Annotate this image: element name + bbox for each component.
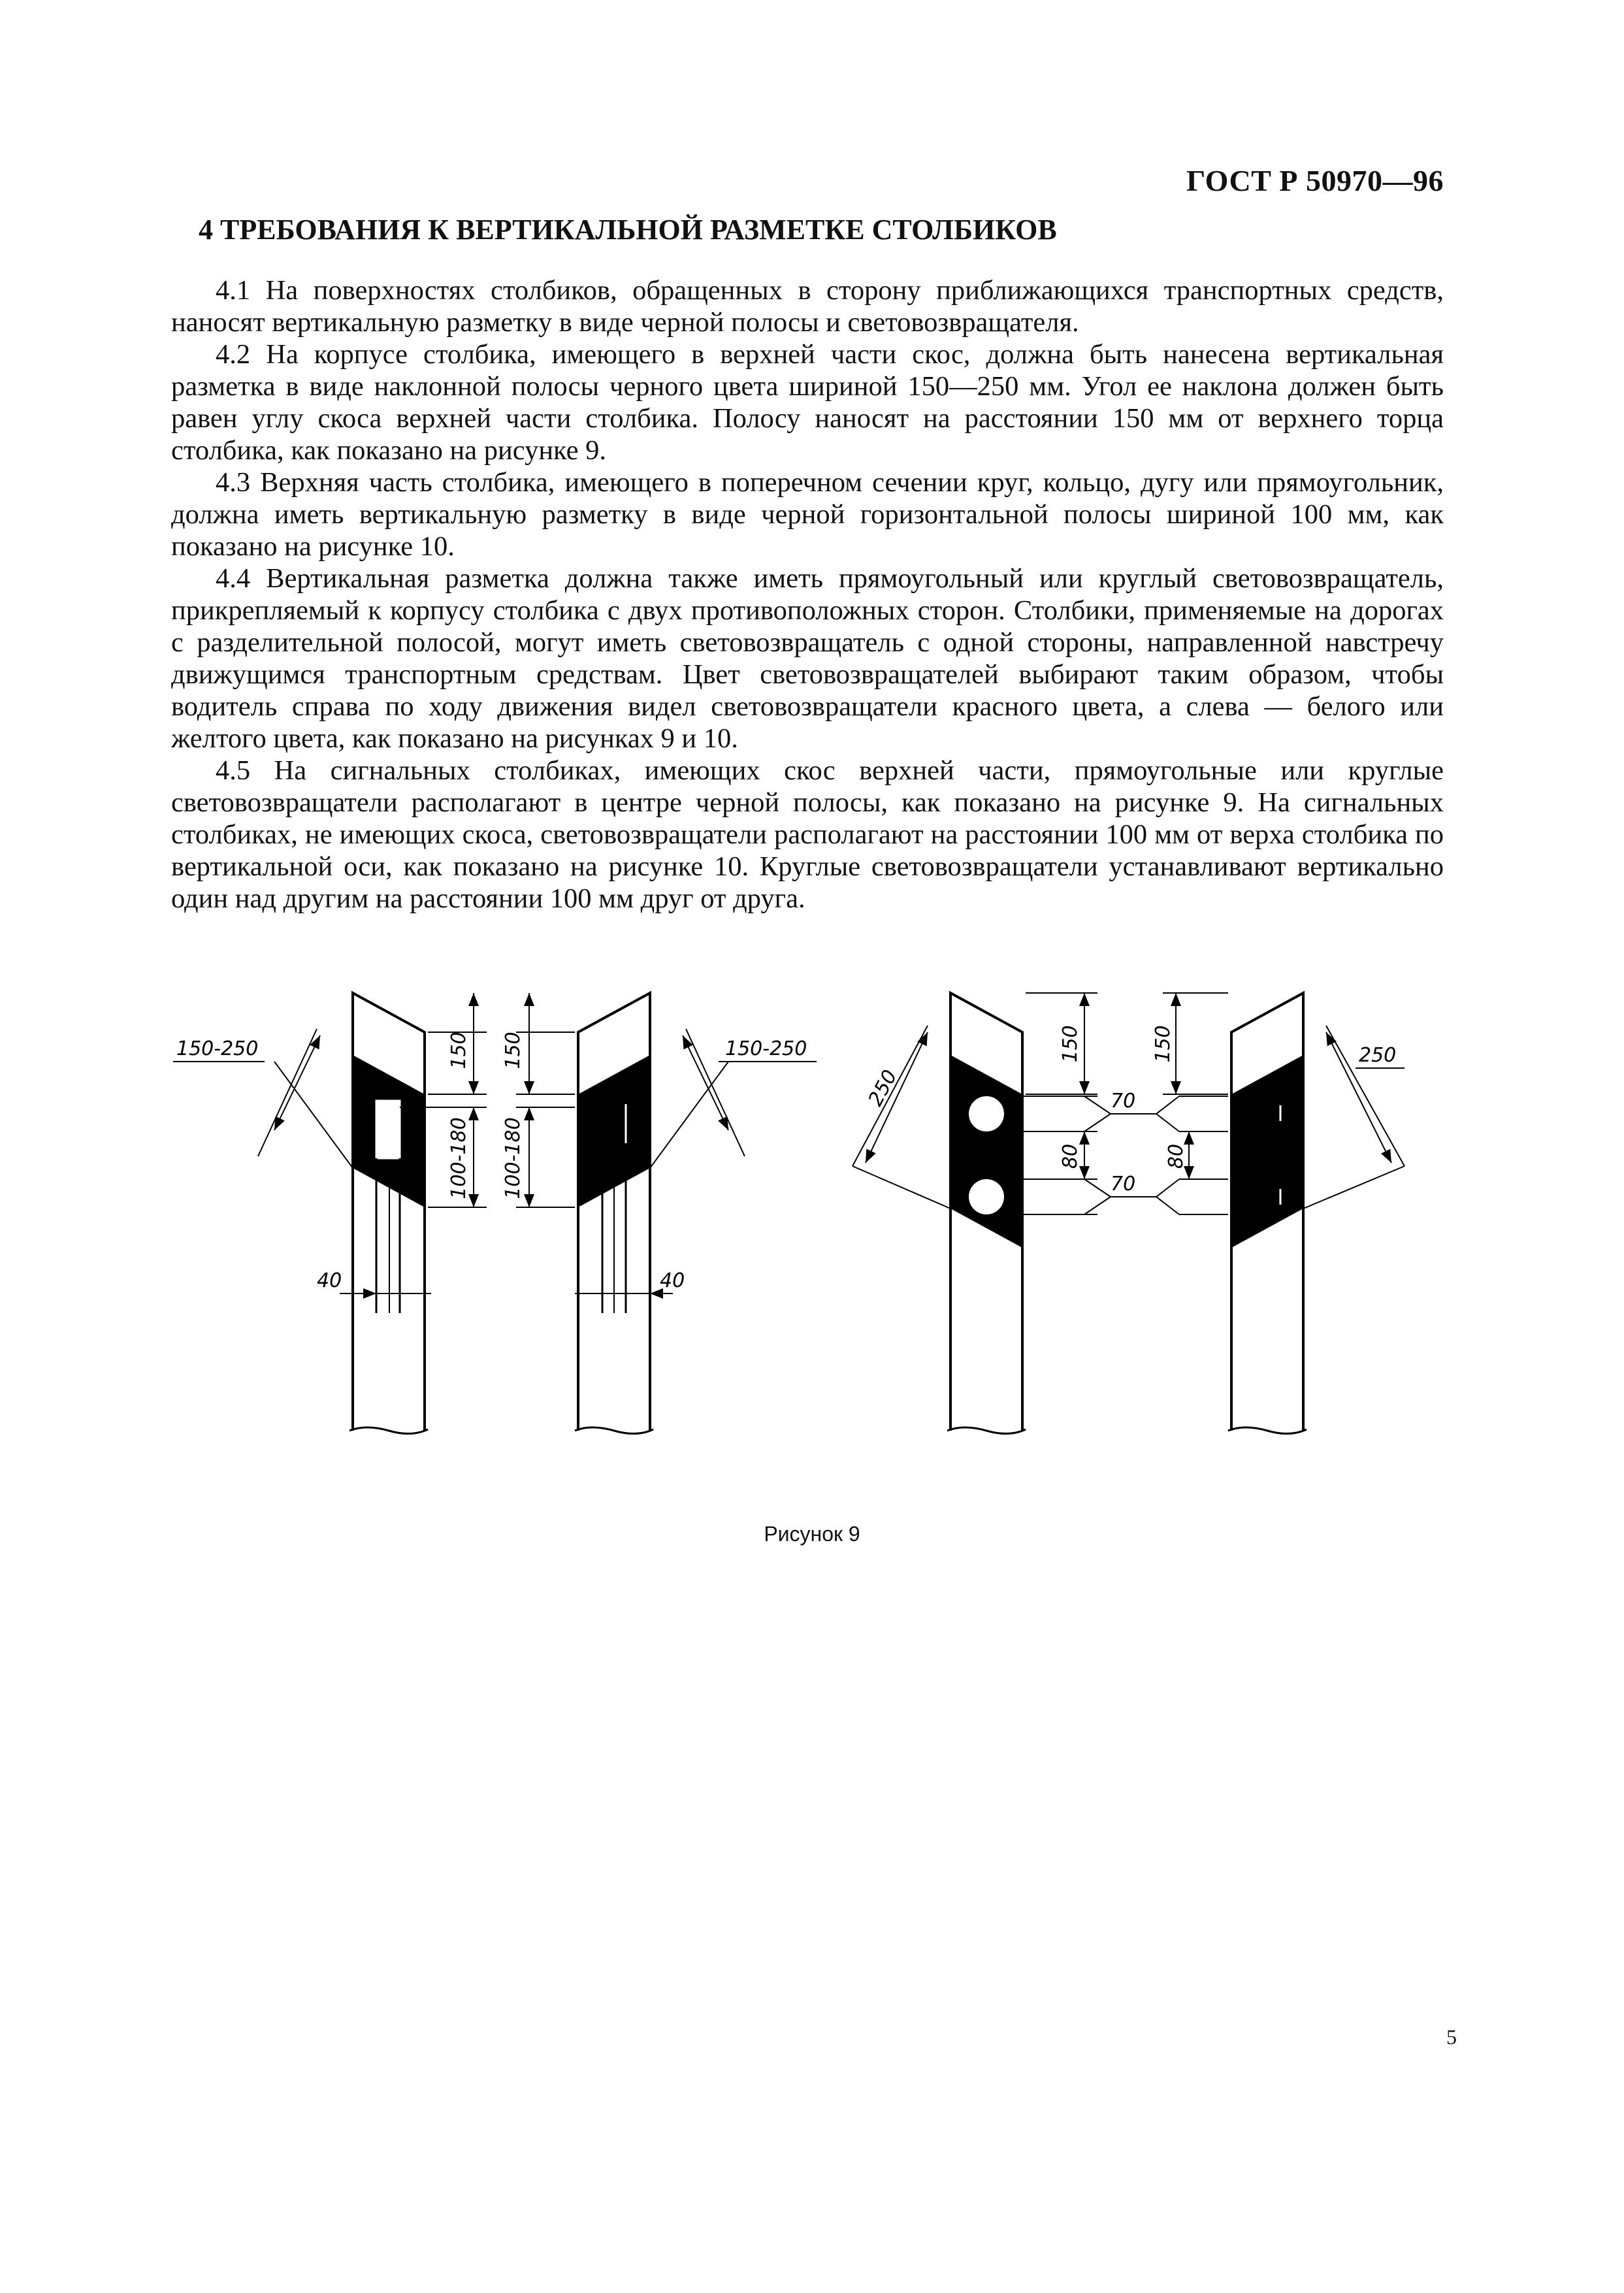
dim-circle-spacing-3: 80 — [1059, 1143, 1082, 1169]
post-3-reflector-top — [969, 1096, 1004, 1131]
paragraph-4-4: 4.4 Вертикальная разметка должна также иметь прямоугольный или круглый световозвращатель, прикрепляемый к корпусу столбика с двух противоположных сторон. Столбики, применяемые на дорогах с разделительной полосой, могут иметь световозвращатель с одной стороны, направленной навстречу движущимся транспортным средствам. Цвет световозвращателей выбирают таким образом, чтобы водитель справа по ходу движения видел световозвращатели красного цвета, а слева — белого или желтого цвета, как показано на рисунках 9 и 10. — [171, 563, 1444, 754]
dim-reflector-height-1: 100-180 — [447, 1117, 470, 1199]
section-title: 4 ТРЕБОВАНИЯ К ВЕРТИКАЛЬНОЙ РАЗМЕТКЕ СТОЛБИКОВ — [199, 214, 1057, 246]
dim-reflector-width-1: 40 — [317, 1269, 342, 1292]
post-3-reflector-bottom — [969, 1179, 1004, 1214]
gost-code: ГОСТ Р 50970—96 — [1186, 164, 1444, 197]
dim-reflector-width-2: 40 — [660, 1269, 685, 1292]
dim-top-offset-2: 150 — [502, 1032, 525, 1069]
dim-band-width-2: 150-250 — [725, 1037, 807, 1060]
body-text — [171, 274, 1444, 915]
dim-band-width-4: 250 — [1359, 1044, 1397, 1067]
figure-drawing — [0, 973, 1624, 1516]
dim-top-offset-3: 150 — [1059, 1025, 1082, 1063]
dim-circle-diameter-bottom: 70 — [1111, 1173, 1136, 1195]
dim-circle-diameter-top: 70 — [1111, 1090, 1136, 1113]
paragraph-4-3: 4.3 Верхняя часть столбика, имеющего в поперечном сечении круг, кольцо, дугу или прямоугольник, должна иметь вертикальную разметку в виде черной горизонтальной полосы шириной 100 мм, как показано на рисунке 10. — [171, 467, 1444, 562]
paragraph-4-2: 4.2 На корпусе столбика, имеющего в верхней части скос, должна быть нанесена вертикальная разметка в виде наклонной полосы черного цвета шириной 150—250 мм. Угол ее наклона должен быть равен углу скоса верхней части столбика. Полосу наносят на расстоянии 150 мм от верхнего торца столбика, как показано на рисунке 9. — [171, 339, 1444, 466]
paragraph-4-5: 4.5 На сигнальных столбиках, имеющих скос верхней части, прямоугольные или круглые световозвращатели располагают в центре черной полосы, как показано на рисунке 9. На сигнальных столбиках, не имеющих скоса, световозвращатели располагают на расстоянии 100 мм от верха столбика по вертикальной оси, как показано на рисунке 10. Круглые световозвращатели устанавливают вертикально один над другим на расстоянии 100 мм друг от друга. — [171, 755, 1444, 914]
dim-circle-spacing-4: 80 — [1165, 1143, 1188, 1169]
page-number: 5 — [1446, 2025, 1457, 2049]
dim-top-offset-4: 150 — [1152, 1025, 1175, 1063]
post-4-band — [1231, 1055, 1303, 1248]
post-1-reflector — [376, 1101, 400, 1158]
post-3-band — [950, 1055, 1022, 1248]
dim-top-offset-1: 150 — [447, 1032, 470, 1069]
paragraph-4-1: 4.1 На поверхностях столбиков, обращенных в сторону приближающихся транспортных средств, наносят вертикальную разметку в виде черной полосы и световозвращателя. — [171, 275, 1444, 338]
figure-9 — [0, 973, 1624, 1516]
dim-band-width-3: 250 — [864, 1066, 902, 1111]
dim-reflector-height-2: 100-180 — [502, 1117, 525, 1199]
dim-band-width-1: 150-250 — [176, 1037, 259, 1060]
figure-caption: Рисунок 9 — [764, 1522, 860, 1546]
